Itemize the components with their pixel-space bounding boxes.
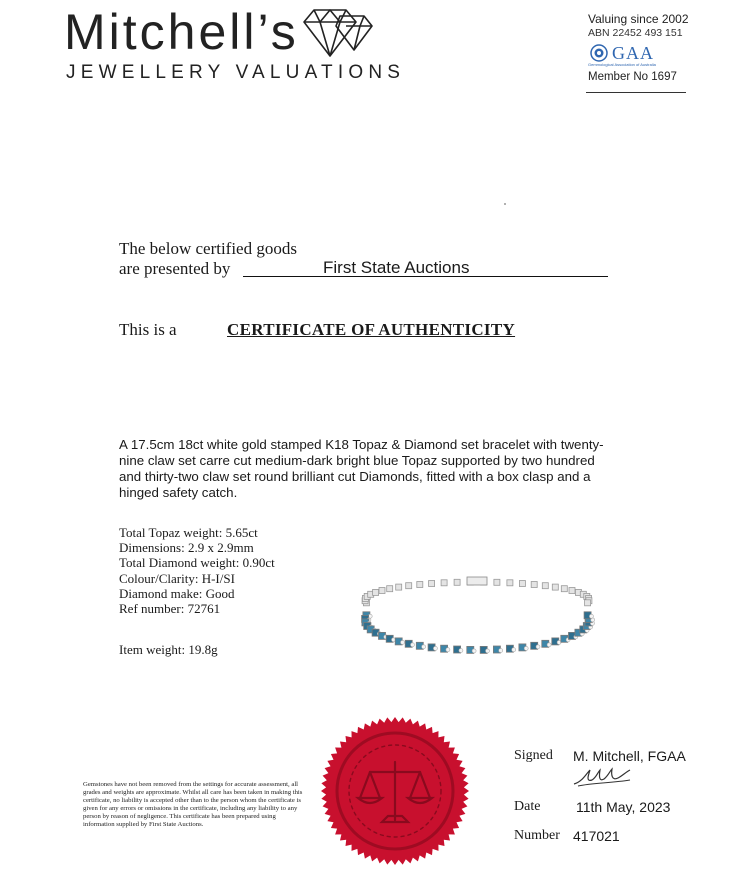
spec-diamond-weight: Total Diamond weight: 0.90ct	[119, 555, 275, 571]
number-label: Number	[514, 828, 560, 843]
presented-line-2: are presented by	[119, 259, 231, 278]
wax-seal	[320, 716, 470, 866]
header-divider	[586, 92, 686, 93]
header-credentials	[588, 12, 698, 84]
this-is-label: This is a	[119, 320, 177, 339]
item-weight: Item weight: 19.8g	[119, 642, 218, 657]
spec-dimensions: Dimensions: 2.9 x 2.9mm	[119, 540, 254, 556]
member-value: 1697	[651, 71, 677, 83]
member-label: Member No	[588, 71, 649, 83]
spec-colour-clarity: Colour/Clarity: H-I/SI	[119, 570, 235, 586]
member-number	[588, 70, 698, 84]
bracelet-image	[355, 565, 600, 665]
signature-image	[572, 766, 634, 788]
signed-label: Signed	[514, 748, 553, 763]
spec-list	[119, 525, 275, 616]
number-value: 417021	[573, 828, 620, 844]
speck	[504, 203, 506, 205]
gaa-subtitle: Gemmological Association of Australia	[588, 62, 656, 67]
gaa-wordmark: GAA	[612, 43, 654, 63]
date-label: Date	[514, 799, 541, 814]
brand-name: Mitchell’s	[64, 4, 299, 60]
diamond-icon	[300, 6, 384, 62]
presenter-name: First State Auctions	[323, 258, 470, 277]
presented-line-1: The below certified goods	[119, 239, 297, 258]
valuing-since: Valuing since 2002	[588, 12, 689, 26]
spec-diamond-make: Diamond make: Good	[119, 585, 235, 601]
date-value: 11th May, 2023	[576, 799, 671, 815]
item-description: A 17.5cm 18ct white gold stamped K18 Topaz & Diamond set bracelet with twenty-nine claw set carre cut medium-dark bright blue Topaz supported by two hundred and thirty-two claw set round brilliant cut Diamonds, fitted with a box clasp and a hinged safety catch.	[119, 437, 604, 500]
disclaimer-text: Gemstones have not been removed from the settings for accurate assessment, all grades and weights are approximate. Whilst all care has been taken in making this certificate, no liability is accepted other than to the person whom the certificate is given for any errors or omissions in the certificate, including any liability to any person by reason of negligence. This certificate has been prepared using information supplied by First State Auctions.	[83, 781, 303, 828]
brand-tagline: JEWELLERY VALUATIONS	[66, 62, 406, 83]
signed-value: M. Mitchell, FGAA	[573, 748, 686, 764]
gaa-logo	[588, 42, 698, 68]
gaa-emblem-icon	[590, 44, 608, 62]
spec-ref-number: Ref number: 72761	[119, 601, 221, 617]
spec-topaz-weight: Total Topaz weight: 5.65ct	[119, 525, 258, 540]
abn-number: ABN 22452 493 151	[588, 27, 683, 39]
certificate-title: CERTIFICATE OF AUTHENTICITY	[227, 320, 516, 339]
